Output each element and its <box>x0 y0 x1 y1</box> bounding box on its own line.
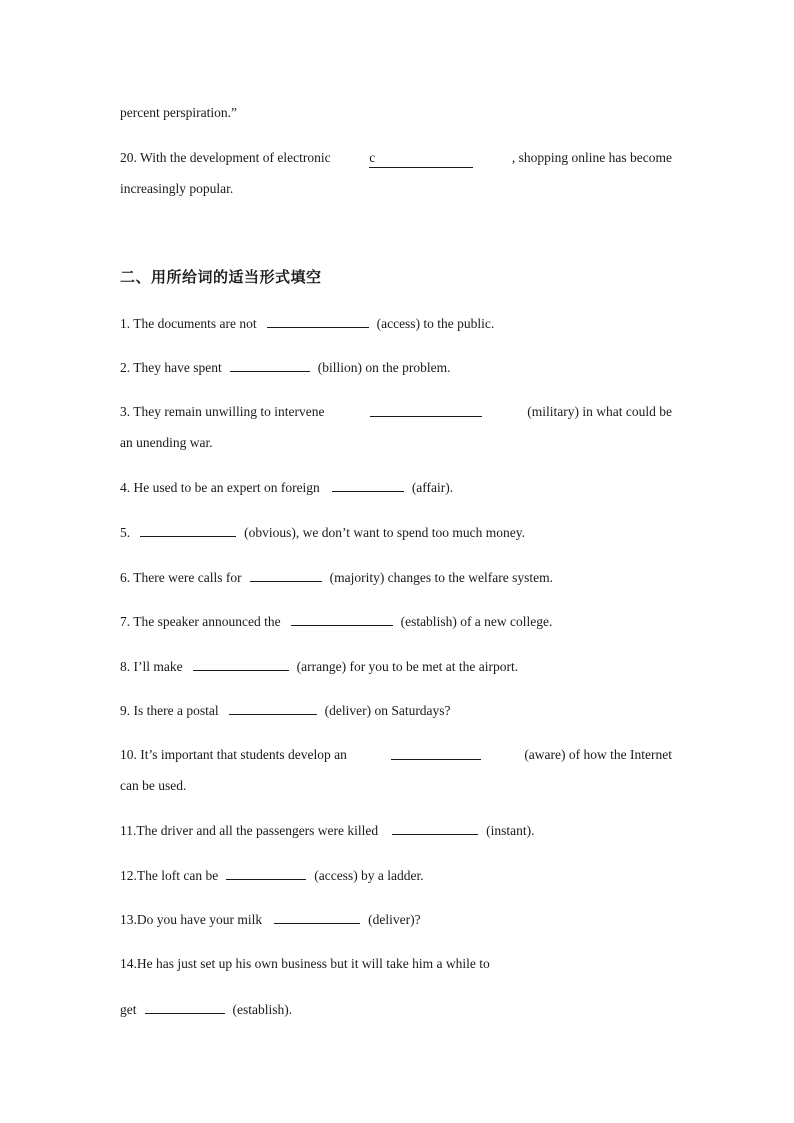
q9-text-a: 9. Is there a postal <box>120 703 219 718</box>
q7-text-a: 7. The speaker announced the <box>120 614 281 629</box>
q20-text-b: , shopping online has become <box>511 150 672 165</box>
question-5 <box>120 523 525 542</box>
q10-blank[interactable] <box>391 746 481 760</box>
q6-text-b: (majority) changes to the welfare system. <box>329 570 554 585</box>
q10-text-c: can be used. <box>120 778 187 793</box>
q10-text-a: 10. It’s important that students develop an <box>120 747 347 762</box>
q12-text-a: 12.The loft can be <box>120 868 219 883</box>
q13-blank[interactable] <box>274 910 360 924</box>
q14-text-c: (establish). <box>232 1002 293 1017</box>
q4-blank[interactable] <box>332 478 404 492</box>
question-6 <box>120 568 553 587</box>
q1-text-a: 1. The documents are not <box>120 316 257 331</box>
question-14-line2 <box>120 1000 292 1019</box>
q14-text-a: 14.He has just set up his own business but it will take him a while to <box>120 956 490 971</box>
question-13 <box>120 910 421 929</box>
q11-blank[interactable] <box>392 821 478 835</box>
q20-hint-letter: c <box>369 150 376 165</box>
question-10-line1 <box>120 746 672 764</box>
q20-blank[interactable] <box>369 149 473 168</box>
q8-text-b: (arrange) for you to be met at the airport. <box>296 659 519 674</box>
question-1 <box>120 314 494 333</box>
q11-text-b: (instant). <box>486 823 535 838</box>
q20-text-a: 20. With the development of electronic <box>120 150 331 165</box>
question-10-line2 <box>120 777 186 795</box>
q7-blank[interactable] <box>291 612 393 626</box>
q3-text-b: (military) in what could be <box>527 404 672 419</box>
q19-tail-text: percent perspiration.” <box>120 105 237 120</box>
q3-text-c: an unending war. <box>120 435 213 450</box>
q10-text-b: (aware) of how the Internet <box>524 747 672 762</box>
q8-blank[interactable] <box>193 657 289 671</box>
q2-text-a: 2. They have spent <box>120 360 222 375</box>
question-4 <box>120 478 453 497</box>
question-7 <box>120 612 552 631</box>
q1-text-b: (access) to the public. <box>376 316 495 331</box>
q7-text-b: (establish) of a new college. <box>400 614 553 629</box>
q5-text-b: (obvious), we don’t want to spend too much money. <box>244 525 525 540</box>
q6-blank[interactable] <box>250 568 322 582</box>
q11-text-a: 11.The driver and all the passengers were killed <box>120 823 379 838</box>
q3-blank[interactable] <box>370 403 482 417</box>
q5-text-a: 5. <box>120 525 131 540</box>
q1-blank[interactable] <box>267 314 369 328</box>
q9-text-b: (deliver) on Saturdays? <box>324 703 451 718</box>
q8-text-a: 8. I’ll make <box>120 659 183 674</box>
question-9 <box>120 701 451 720</box>
question-14-line1 <box>120 955 490 973</box>
q13-text-b: (deliver)? <box>368 912 421 927</box>
q4-text-b: (affair). <box>411 480 454 495</box>
question-8 <box>120 657 518 676</box>
q6-text-a: 6. There were calls for <box>120 570 242 585</box>
question-3-line1 <box>120 403 672 421</box>
question-11 <box>120 821 535 840</box>
q3-text-a: 3. They remain unwilling to intervene <box>120 404 325 419</box>
q9-blank[interactable] <box>229 701 317 715</box>
q20-line1 <box>120 149 672 168</box>
section-2-heading: 二、用所给词的适当形式填空 <box>120 268 322 286</box>
q4-text-a: 4. He used to be an expert on foreign <box>120 480 320 495</box>
q2-blank[interactable] <box>230 358 310 372</box>
q14-text-b: get <box>120 1002 137 1017</box>
q2-text-b: (billion) on the problem. <box>317 360 451 375</box>
q12-text-b: (access) by a ladder. <box>314 868 424 883</box>
q12-blank[interactable] <box>226 866 306 880</box>
q19-tail <box>120 104 237 122</box>
q13-text-a: 13.Do you have your milk <box>120 912 263 927</box>
question-2 <box>120 358 450 377</box>
question-3-line2 <box>120 434 213 452</box>
question-12 <box>120 866 424 885</box>
q5-blank[interactable] <box>140 523 236 537</box>
q20-line2 <box>120 180 233 198</box>
q14-blank[interactable] <box>145 1000 225 1014</box>
q20-text-c: increasingly popular. <box>120 181 234 196</box>
